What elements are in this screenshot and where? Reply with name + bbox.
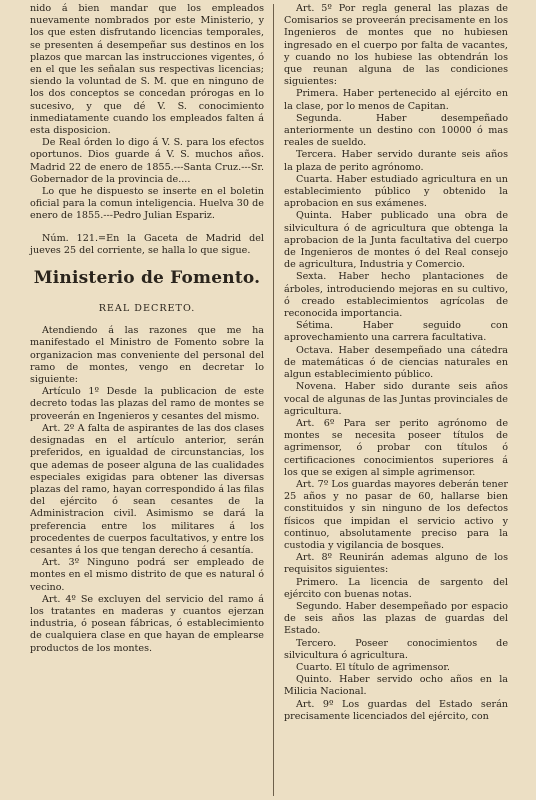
requirement-item: Quinto. Haber servido ocho años en la Milicia Nacional. (284, 674, 508, 698)
intro-paragraph: De Real órden lo digo á V. S. para los efectos oportunos. Dios guarde á V. S. muchos años. Madrid 22 de enero de 1855.---Santa Cruz.---Sr. Gobernador de la provincia de.... (30, 137, 264, 185)
decree-paragraph: Art. 2º A falta de aspirantes de las dos clases designadas en el artículo anterior, serán preferidos, en igualdad de circunstancias, los que ademas de poseer alguna de las cualidades especiales exigidas para obtener las diversas plazas del ramo, hayan correspondido á las filas del ejército ó sean cesantes de la Administracion civil. Asimismo se dará la preferencia entre los militares á los procedentes de cuerpos facultativos, y entre los cesantes á los que tengan derecho á cesantía. (30, 422, 264, 556)
condition-item: Novena. Haber sido durante seis años vocal de algunas de las Juntas provinciales de agricultura. (284, 381, 508, 417)
intro-paragraph: nido á bien mandar que los empleados nuevamente nombrados por este Ministerio, y los que esten disfrutando licencias temporales, se presenten á desempeñar sus destinos en los plazos que marcan las instrucciones vigentes, ó en el que les señalan sus respectivas licencias; siendo la voluntad de S. M. que en ninguno de los dos conceptos se concedan prórogas en lo sucesivo, y que dé V. S. conocimiento inmediatamente cuando los empleados falten á esta disposicion. (30, 3, 264, 137)
right-column (284, 0, 508, 723)
requirement-item: Cuarto. El título de agrimensor. (296, 661, 450, 673)
column-divider (273, 4, 274, 796)
article-paragraph: Art. 5º Por regla general las plazas de Comisarios se proveerán precisamente en los Ingenieros de montes que no hubiesen ingresado en el cuerpo por falta de vacantes, y cuando no los hubiese las obtendrán los que reunan alguna de las condiciones siguientes: (284, 3, 508, 88)
condition-item: Cuarta. Haber estudiado agricultura en un establecimiento público y obtenido la aprobacion en sus exámenes. (284, 173, 508, 210)
article-paragraph: Art. 9º Los guardas del Estado serán precisamente licenciados del ejército, con (284, 698, 508, 722)
decree-paragraph: Atendiendo á las razones que me ha manifestado el Ministro de Fomento sobre la organizacion mas conveniente del personal del ramo de montes, vengo en decretar lo siguiente: (30, 325, 264, 386)
article-paragraph: Art. 8º Reunirán ademas alguno de los requisitos siguientes: (284, 552, 508, 576)
article-paragraph: Art. 6º Para ser perito agrónomo de montes se necesita poseer títulos de agrimensor, ó probar con títulos ó certificaciones conocimientos superiores á los que se exigen al simple agrimensor. (284, 417, 508, 478)
decree-paragraph: Art. 3º Ninguno podrá ser empleado de montes en el mismo distrito de que es natural ó vecino. (30, 557, 264, 593)
requirement-item: Segundo. Haber desempeñado por espacio de seis años las plazas de guardas del Estado. (284, 600, 508, 637)
requirement-item: Primero. La licencia de sargento del ejército con buenas notas. (284, 576, 508, 600)
requirement-item: Tercero. Poseer conocimientos de silvicultura ó agricultura. (284, 637, 508, 661)
decree-paragraph: Art. 4º Se excluyen del servicio del ramo á los tratantes en maderas y cuantos ejerzan industria, ó posean fábricas, ó establecimiento de cualquiera clase en que hayan de emplearse productos de los montes. (30, 593, 264, 654)
left-column (30, 0, 264, 655)
decree-paragraph: Artículo 1º Desde la publicacion de este decreto todas las plazas del ramo de montes se proveerán en Ingenieros y cesantes del mismo. (30, 386, 264, 422)
article-paragraph: Art. 7º Los guardas mayores deberán tener 25 años y no pasar de 60, hallarse bien constituidos y sin ninguno de los defectos físicos que impidan el servicio activo y continuo, absolutamente preciso para la custodia y vigilancia de bosques. (284, 478, 508, 551)
condition-item: Segunda. Haber desempeñado anteriormente un destino con 10000 ó mas reales de sueldo. (284, 112, 508, 149)
condition-item: Octava. Haber desempeñado una cátedra de matemáticas ó de ciencias naturales en algun establecimiento público. (284, 344, 508, 381)
condition-item: Tercera. Haber servido durante seis años la plaza de perito agrónomo. (284, 149, 508, 173)
condition-item: Sétima. Haber seguido con aprovechamiento una carrera facultativa. (284, 320, 508, 344)
condition-item: Quinta. Haber publicado una obra de silvicultura ó de agricultura que obtenga la aprobacion de la Junta facultativa del cuerpo de Ingenieros de montes ó del Real consejo de agricultura, Industria y Comercio. (284, 210, 508, 271)
decree-heading: REAL DECRETO. (98, 303, 196, 315)
section-title: Ministerio de Fomento. (33, 268, 261, 289)
news-note: Núm. 121.=En la Gaceta de Madrid del jueves 25 del corriente, se halla lo que sigue. (30, 232, 264, 256)
condition-item: Primera. Haber pertenecido al ejército en la clase, por lo menos de Capitan. (284, 88, 508, 112)
intro-paragraph: Lo que he dispuesto se inserte en el boletin oficial para la comun inteligencia. Huelva 30 de enero de 1855.---Pedro Julian Espariz. (30, 186, 264, 222)
condition-item: Sexta. Haber hecho plantaciones de árboles, introduciendo mejoras en su cultivo, ó creado establecimientos agrícolas de reconocida importancia. (284, 271, 508, 320)
